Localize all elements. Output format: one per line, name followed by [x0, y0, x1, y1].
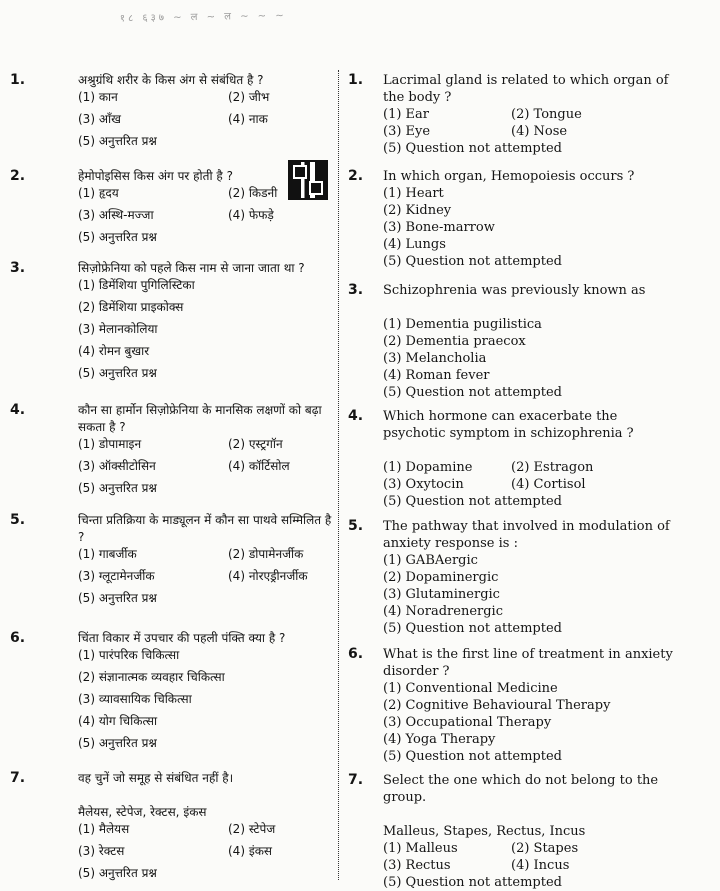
question-text: चिंता विकार में उपचार की पहली पंक्ति क्या है ? — [78, 631, 286, 645]
option-3[interactable]: (3) ऑक्सीटोसिन — [78, 459, 156, 473]
option-2[interactable]: (2) जीभ — [228, 90, 270, 104]
option-2[interactable]: (2) Cognitive Behavioural Therapy — [383, 698, 611, 713]
option-3[interactable]: (3) व्यावसायिक चिकित्सा — [78, 692, 192, 706]
option-1[interactable]: (1) Dementia pugilistica — [383, 317, 542, 332]
option-4[interactable]: (4) Roman fever — [383, 368, 490, 383]
question-text: Schizophrenia was previously known as — [383, 283, 646, 298]
option-4[interactable]: (4) नाक — [228, 112, 268, 126]
option-2[interactable]: (2) Dementia praecox — [383, 334, 526, 349]
option-4[interactable]: (4) कॉर्टिसोल — [228, 459, 290, 473]
option-4[interactable]: (4) फेफड़े — [228, 208, 274, 222]
option-5[interactable]: (5) अनुत्तरित प्रश्न — [78, 866, 157, 880]
question-number: 7. — [10, 770, 26, 786]
question-number: 2. — [10, 168, 26, 184]
option-2[interactable]: (2) एस्ट्रगॉन — [228, 437, 283, 451]
option-4[interactable]: (4) इंकस — [228, 844, 273, 858]
option-4[interactable]: (4) रोमन बुखार — [78, 344, 150, 358]
question-text: हेमोपोइसिस किस अंग पर होती है ? — [78, 169, 233, 183]
column-divider — [338, 70, 339, 880]
option-2[interactable]: (2) Tongue — [511, 107, 582, 122]
question-number: 2. — [348, 168, 364, 184]
option-3[interactable]: (3) Bone-marrow — [383, 220, 495, 235]
option-5[interactable]: (5) Question not attempted — [383, 749, 562, 764]
option-3[interactable]: (3) मेलानकोलिया — [78, 322, 158, 336]
option-3[interactable]: (3) Eye — [383, 124, 431, 139]
option-1[interactable]: (1) डिमेंशिया पुगिलिस्टिका — [78, 278, 195, 292]
option-5[interactable]: (5) अनुत्तरित प्रश्न — [78, 591, 157, 605]
question-number: 6. — [10, 630, 26, 646]
option-5[interactable]: (5) Question not attempted — [383, 494, 562, 509]
question-number: 1. — [10, 72, 26, 88]
option-3[interactable]: (3) रेक्टस — [78, 844, 125, 858]
option-4[interactable]: (4) Cortisol — [511, 477, 586, 492]
option-2[interactable]: (2) Dopaminergic — [383, 570, 499, 585]
option-1[interactable]: (1) Ear — [383, 107, 430, 122]
option-4[interactable]: (4) Noradrenergic — [383, 604, 503, 619]
question-text: अश्रुग्रंथि शरीर के किस अंग से संबंधित है ? — [78, 73, 264, 87]
option-5[interactable]: (5) अनुत्तरित प्रश्न — [78, 366, 157, 380]
option-2[interactable]: (2) संज्ञानात्मक व्यवहार चिकित्सा — [78, 670, 225, 684]
option-2[interactable]: (2) किडनी — [228, 186, 278, 200]
option-5[interactable]: (5) Question not attempted — [383, 254, 562, 269]
option-1[interactable]: (1) Malleus — [383, 841, 458, 856]
question-text: वह चुनें जो समूह से संबंधित नहीं है। — [78, 771, 234, 785]
option-3[interactable]: (3) Occupational Therapy — [383, 715, 552, 730]
option-3[interactable]: (3) अस्थि-मज्जा — [78, 208, 154, 222]
question-text: Which hormone can exacerbate the psychotic symptom in schizophrenia ? — [383, 409, 634, 441]
question-number: 4. — [10, 402, 26, 418]
option-3[interactable]: (3) ग्लूटामेनर्जीक — [78, 569, 155, 583]
option-5[interactable]: (5) Question not attempted — [383, 621, 562, 636]
option-5[interactable]: (5) Question not attempted — [383, 875, 562, 890]
question-number: 7. — [348, 772, 364, 788]
option-3[interactable]: (3) Oxytocin — [383, 477, 464, 492]
question-subtext: मैलेयस, स्टेपेज, रेक्टस, इंकस — [78, 805, 207, 819]
option-2[interactable]: (2) स्टेपेज — [228, 822, 276, 836]
option-4[interactable]: (4) Incus — [511, 858, 570, 873]
option-5[interactable]: (5) अनुत्तरित प्रश्न — [78, 134, 157, 148]
option-4[interactable]: (4) Yoga Therapy — [383, 732, 496, 747]
option-3[interactable]: (3) Melancholia — [383, 351, 487, 366]
question-number: 6. — [348, 646, 364, 662]
option-5[interactable]: (5) Question not attempted — [383, 385, 562, 400]
option-2[interactable]: (2) Stapes — [511, 841, 579, 856]
question-number: 1. — [348, 72, 364, 88]
option-1[interactable]: (1) Conventional Medicine — [383, 681, 558, 696]
option-2[interactable]: (2) डोपामेनर्जीक — [228, 547, 304, 561]
question-number: 4. — [348, 408, 364, 424]
option-1[interactable]: (1) Dopamine — [383, 460, 473, 475]
option-5[interactable]: (5) अनुत्तरित प्रश्न — [78, 481, 157, 495]
question-subtext: Malleus, Stapes, Rectus, Incus — [383, 824, 586, 839]
option-1[interactable]: (1) कान — [78, 90, 118, 104]
option-4[interactable]: (4) नोरएड्रीनर्जीक — [228, 569, 308, 583]
option-5[interactable]: (5) Question not attempted — [383, 141, 562, 156]
question-number: 3. — [348, 282, 364, 298]
question-text: चिन्ता प्रतिक्रिया के माड्यूलन में कौन सा पाथवे सम्मिलित है ? — [78, 513, 332, 544]
option-1[interactable]: (1) गाबर्जीक — [78, 547, 137, 561]
question-text: In which organ, Hemopoiesis occurs ? — [383, 169, 635, 184]
question-text: Lacrimal gland is related to which organ of the body ? — [383, 73, 669, 105]
option-5[interactable]: (5) अनुत्तरित प्रश्न — [78, 736, 157, 750]
option-5[interactable]: (5) अनुत्तरित प्रश्न — [78, 230, 157, 244]
question-text: What is the first line of treatment in anxiety disorder ? — [383, 647, 673, 679]
option-1[interactable]: (1) Heart — [383, 186, 444, 201]
option-4[interactable]: (4) Lungs — [383, 237, 446, 252]
question-number: 5. — [10, 512, 26, 528]
option-3[interactable]: (3) आँख — [78, 112, 121, 126]
option-4[interactable]: (4) योग चिकित्सा — [78, 714, 158, 728]
option-1[interactable]: (1) हृदय — [78, 186, 119, 200]
option-4[interactable]: (4) Nose — [511, 124, 568, 139]
option-2[interactable]: (2) Estragon — [511, 460, 594, 475]
question-text: The pathway that involved in modulation of anxiety response is : — [383, 519, 670, 551]
header-handwritten-marks: १८ ६३७ ~ ल ~ ल ~ ~ ~ — [119, 10, 287, 25]
option-1[interactable]: (1) डोपामाइन — [78, 437, 142, 451]
option-3[interactable]: (3) Rectus — [383, 858, 451, 873]
option-1[interactable]: (1) पारंपरिक चिकित्सा — [78, 648, 180, 662]
option-3[interactable]: (3) Glutaminergic — [383, 587, 500, 602]
option-1[interactable]: (1) मैलेयस — [78, 822, 130, 836]
question-number: 5. — [348, 518, 364, 534]
question-text: कौन सा हार्मोन सिज़ोफ्रेनिया के मानसिक लक्षणों को बढ़ा सकता है ? — [78, 403, 322, 434]
question-text: सिज़ोफ्रेनिया को पहले किस नाम से जाना जाता था ? — [78, 261, 305, 275]
option-2[interactable]: (2) Kidney — [383, 203, 452, 218]
option-1[interactable]: (1) GABAergic — [383, 553, 478, 568]
question-number: 3. — [10, 260, 26, 276]
option-2[interactable]: (2) डिमेंशिया प्राइकोक्स — [78, 300, 184, 314]
question-text: Select the one which do not belong to the group. — [383, 773, 659, 805]
